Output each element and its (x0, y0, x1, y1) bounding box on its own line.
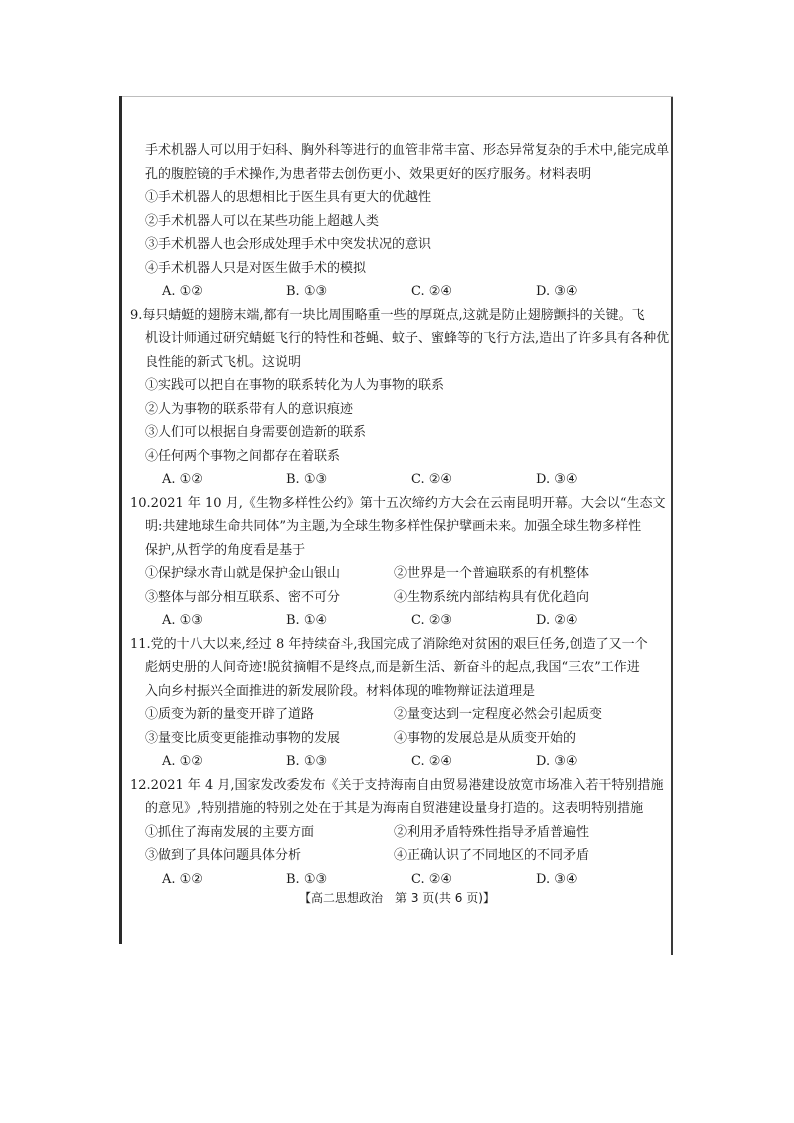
scan-edge-left (119, 96, 122, 944)
q10-statement-2: ②世界是一个普遍联系的有机整体 (394, 566, 590, 581)
question-11 (130, 633, 660, 774)
q10-statement-3: ③整体与部分相互联系、密不可分 (145, 589, 341, 605)
q9-statement-1: ①实践可以把自在事物的联系转化为人为事物的联系 (145, 378, 445, 393)
q8-option-b: B. ①③ (286, 284, 328, 299)
q11-statements-row2 (130, 727, 660, 751)
q9-stem-line3: 良性能的新式飞机。这说明 (145, 354, 302, 370)
q9-statement-2: ②人为事物的联系带有人的意识痕迹 (145, 401, 354, 417)
q8-stem-line1: 手术机器人可以用于妇科、胸外科等进行的血管非常丰富、形态异常复杂的手术中,能完成单 (145, 143, 670, 158)
q8-option-a: A. ①② (162, 284, 203, 299)
q11-option-c: C. ②④ (411, 754, 453, 769)
q9-option-c: C. ②④ (411, 472, 453, 487)
q10-option-c: C. ②③ (411, 613, 453, 628)
q10-stem-line2: 明:共建地球生命共同体”为主题,为全球生物多样性保护擘画未来。加强全球生物多样性 (145, 519, 642, 534)
q12-options (130, 868, 660, 892)
questions-body (130, 139, 670, 891)
q12-option-d: D. ③④ (536, 871, 578, 887)
question-10 (130, 492, 666, 633)
question-12 (130, 774, 664, 892)
q11-option-a: A. ①② (162, 754, 203, 769)
q11-option-d: D. ③④ (536, 754, 578, 769)
q10-statements-row2 (130, 586, 660, 610)
scan-edge-right (671, 97, 673, 955)
q8-statement-1: ①手术机器人的思想相比于医生具有更大的优越性 (145, 190, 432, 205)
q12-statement-1: ①抓住了海南发展的主要方面 (145, 824, 315, 840)
q10-stem-line1: 10.2021 年 10 月,《生物多样性公约》第十五次缔约方大会在云南昆明开幕。大会以“生态文 (130, 495, 666, 511)
q12-statement-3: ③做到了具体问题具体分析 (145, 848, 302, 863)
q8-options (145, 280, 660, 304)
q11-stem-line2: 彪炳史册的人间奇迹!脱贫摘帽不是终点,而是新生活、新奋斗的起点,我国“三农”工作进 (145, 660, 640, 675)
q10-stem-line3: 保护,从哲学的角度看是基于 (145, 542, 306, 558)
question-9 (130, 304, 670, 492)
q9-option-b: B. ①③ (286, 472, 328, 487)
q10-option-a: A. ①③ (162, 613, 203, 628)
q10-option-d: D. ②④ (536, 613, 578, 628)
q11-stem-line1: 11.党的十八大以来,经过 8 年持续奋斗,我国完成了消除绝对贫困的艰巨任务,创造了又一个 (130, 636, 648, 652)
q8-statement-4: ④手术机器人只是对医生做手术的模拟 (145, 260, 367, 276)
q9-statement-3: ③人们可以根据自身需要创造新的联系 (145, 425, 367, 440)
q10-statement-1: ①保护绿水青山就是保护金山银山 (145, 566, 341, 581)
q9-option-d: D. ③④ (536, 472, 578, 487)
q12-option-a: A. ①② (162, 871, 203, 887)
q11-statement-3: ③量变比质变更能推动事物的发展 (145, 730, 341, 746)
q10-statements-row1 (130, 562, 660, 586)
q12-stem-line2: 的意见》,特别措施的特别之处在于其是为海南自贸港建设量身打造的。这表明特别措施 (145, 801, 644, 816)
q9-option-a: A. ①② (162, 472, 203, 487)
q12-statements-row1 (130, 821, 660, 845)
q11-statement-4: ④事物的发展总是从质变开始的 (394, 730, 577, 746)
q12-option-c: C. ②④ (411, 871, 453, 887)
q11-option-b: B. ①③ (286, 754, 328, 769)
question-8-continued (145, 139, 670, 304)
q12-stem-line1: 12.2021 年 4 月,国家发改委发布《关于支持海南自由贸易港建设放宽市场准入若干特别措施 (130, 777, 664, 793)
q9-stem-line2: 机设计师通过研究蜻蜓飞行的特性和苍蝇、蚊子、蜜蜂等的飞行方法,造出了许多具有各种优 (145, 331, 670, 346)
page-footer: 【高二思想政治 第 3 页(共 6 页)】 (299, 891, 495, 905)
q12-statement-2: ②利用矛盾特殊性指导矛盾普遍性 (394, 824, 590, 840)
q11-options (130, 750, 660, 774)
q8-option-d: D. ③④ (536, 284, 578, 299)
q9-options (130, 468, 660, 492)
q12-statement-4: ④正确认识了不同地区的不同矛盾 (394, 848, 590, 863)
q11-statements-row1 (130, 703, 660, 727)
q8-stem-line2: 孔的腹腔镜的手术操作,为患者带去创伤更小、效果更好的医疗服务。材料表明 (145, 166, 592, 182)
q8-option-c: C. ②④ (411, 284, 453, 299)
q12-option-b: B. ①③ (286, 871, 328, 887)
scan-edge-top (120, 96, 673, 97)
q10-option-b: B. ①④ (286, 613, 328, 628)
q8-statement-3: ③手术机器人也会形成处理手术中突发状况的意识 (145, 237, 432, 252)
q12-statements-row2 (130, 844, 660, 868)
q11-stem-line3: 入向乡村振兴全面推进的新发展阶段。材料体现的唯物辩证法道理是 (145, 683, 536, 699)
q8-statement-2: ②手术机器人可以在某些功能上超越人类 (145, 213, 380, 229)
q10-statement-4: ④生物系统内部结构具有优化趋向 (394, 589, 590, 605)
q10-options (130, 609, 660, 633)
q11-statement-1: ①质变为新的量变开辟了道路 (145, 707, 315, 722)
q9-stem-line1: 9.每只蜻蜓的翅膀末端,都有一块比周围略重一些的厚斑点,这就是防止翅膀颤抖的关键。飞 (130, 307, 645, 323)
q9-statement-4: ④任何两个事物之间都存在着联系 (145, 448, 341, 464)
q11-statement-2: ②量变达到一定程度必然会引起质变 (394, 707, 603, 722)
